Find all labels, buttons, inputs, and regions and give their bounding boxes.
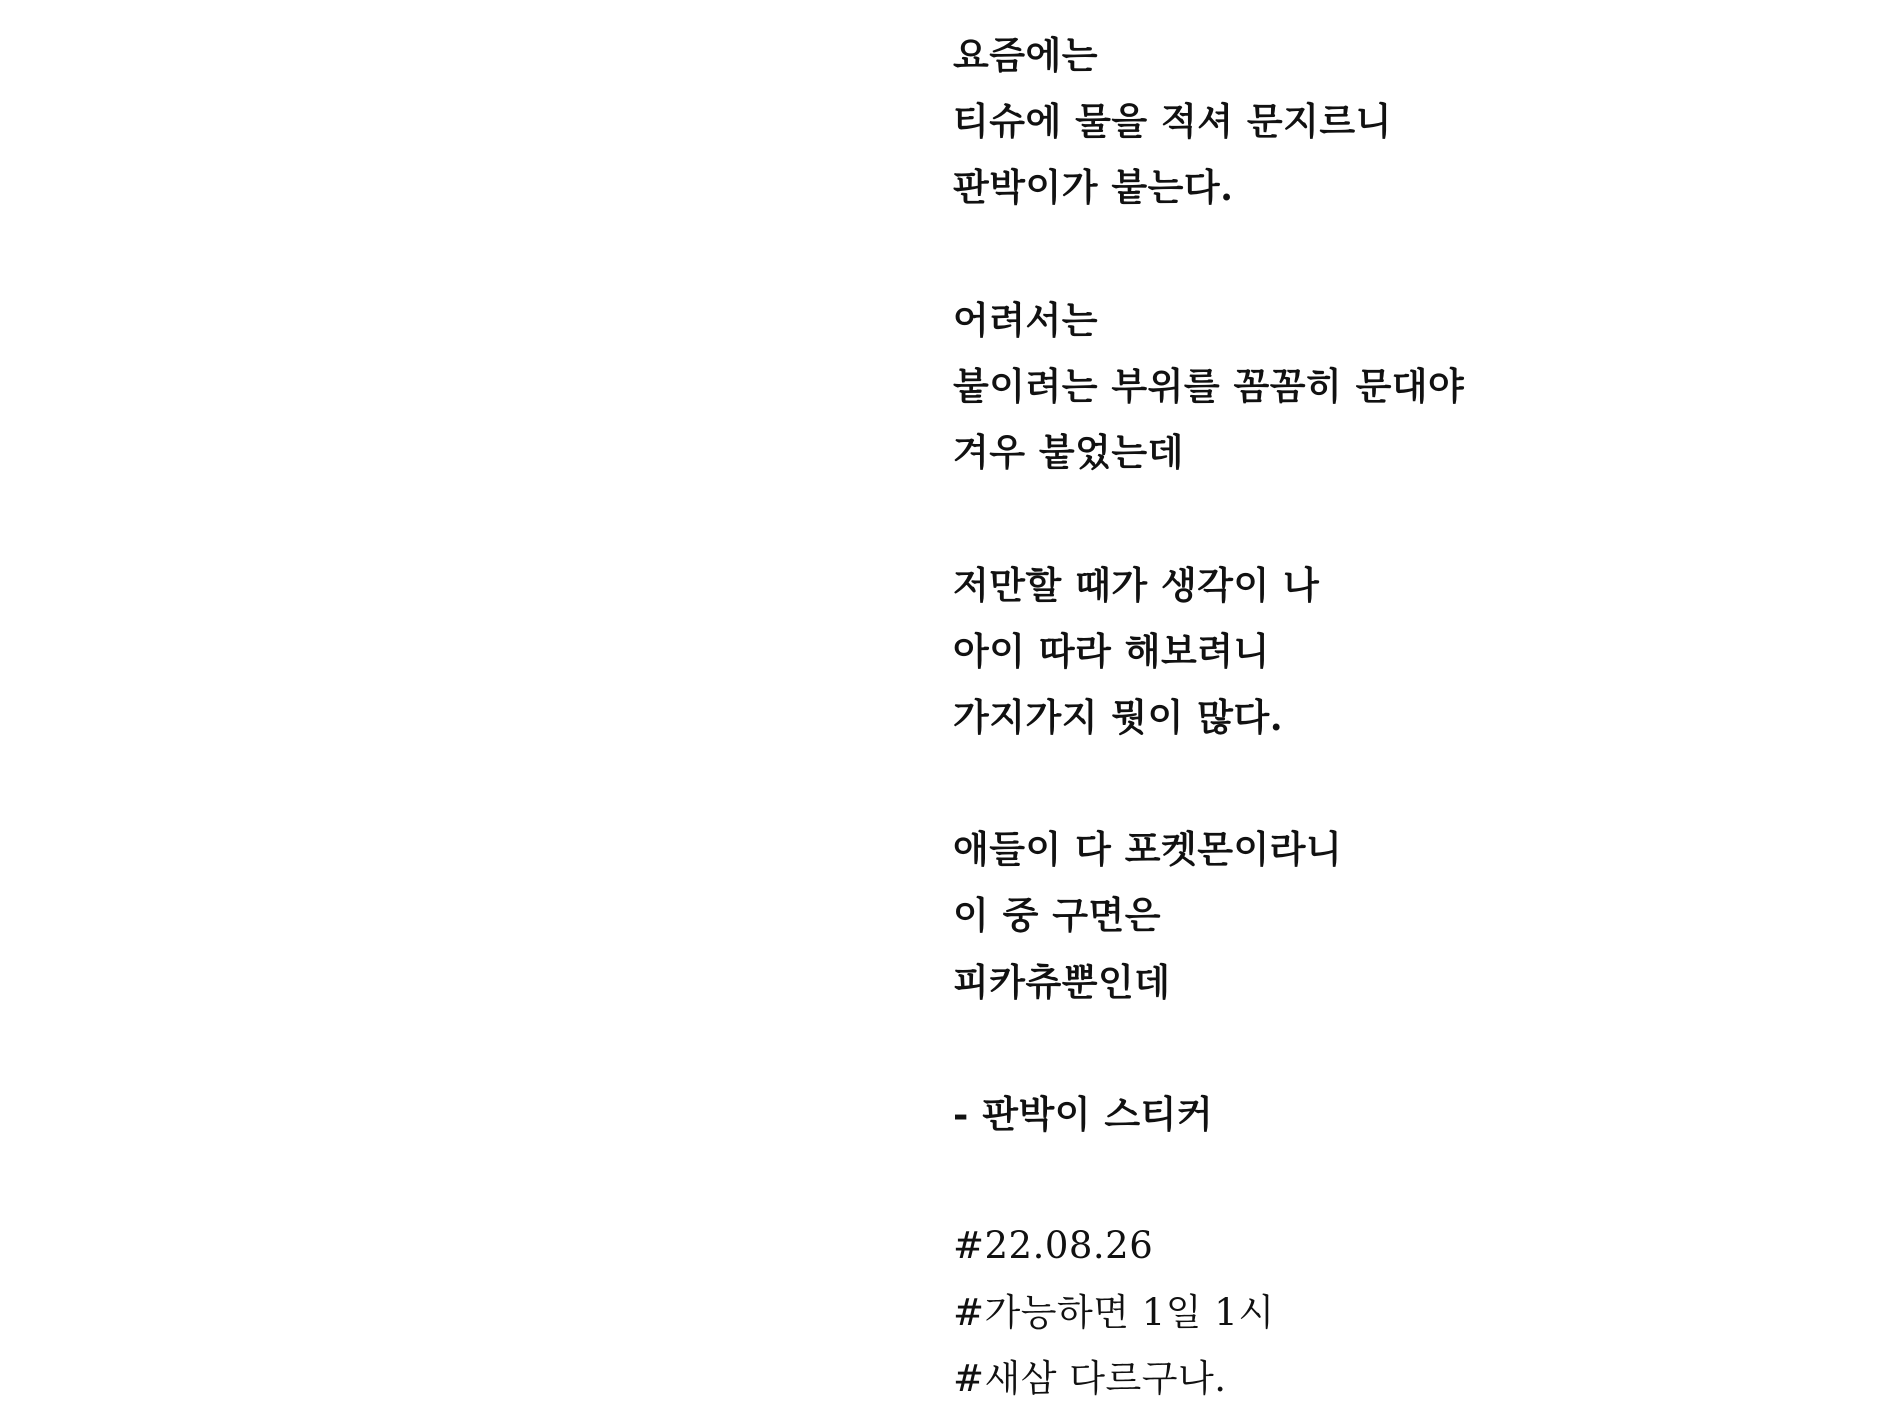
poem-line: 판박이가 붙는다. [953,165,1234,210]
poem-line: 겨우 붙었는데 [953,430,1184,475]
poem-line: 붙이려는 부위를 꼼꼼히 문대야 [953,363,1465,408]
poem-line: 아이 따라 해보려니 [953,628,1270,673]
hashtag: #새삼 다르구나. [953,1356,1227,1400]
poem-text [953,22,1853,1412]
poem-line: 티슈에 물을 적셔 문지르니 [953,99,1392,144]
poem-line: 가지가지 뭣이 많다. [953,694,1284,739]
hashtag: #가능하면 1일 1시 [953,1290,1275,1334]
poem-line: 이 중 구면은 [953,893,1161,938]
stanza-gap [953,221,1853,287]
stanza-gap [953,1147,1853,1213]
poem-line: 애들이 다 포켓몬이라니 [953,827,1343,872]
poem-line: 요즘에는 [953,33,1098,77]
stanza-gap [953,485,1853,551]
hashtag: #22.08.26 [953,1224,1154,1268]
poem-line: 저만할 때가 생각이 나 [953,562,1320,607]
stanza-gap [953,1015,1853,1081]
poem-line: 어려서는 [953,297,1098,342]
poem-line: 피카츄뿐인데 [953,959,1171,1004]
poem-title: - 판박이 스티커 [953,1092,1214,1136]
stanza-gap [953,750,1853,816]
